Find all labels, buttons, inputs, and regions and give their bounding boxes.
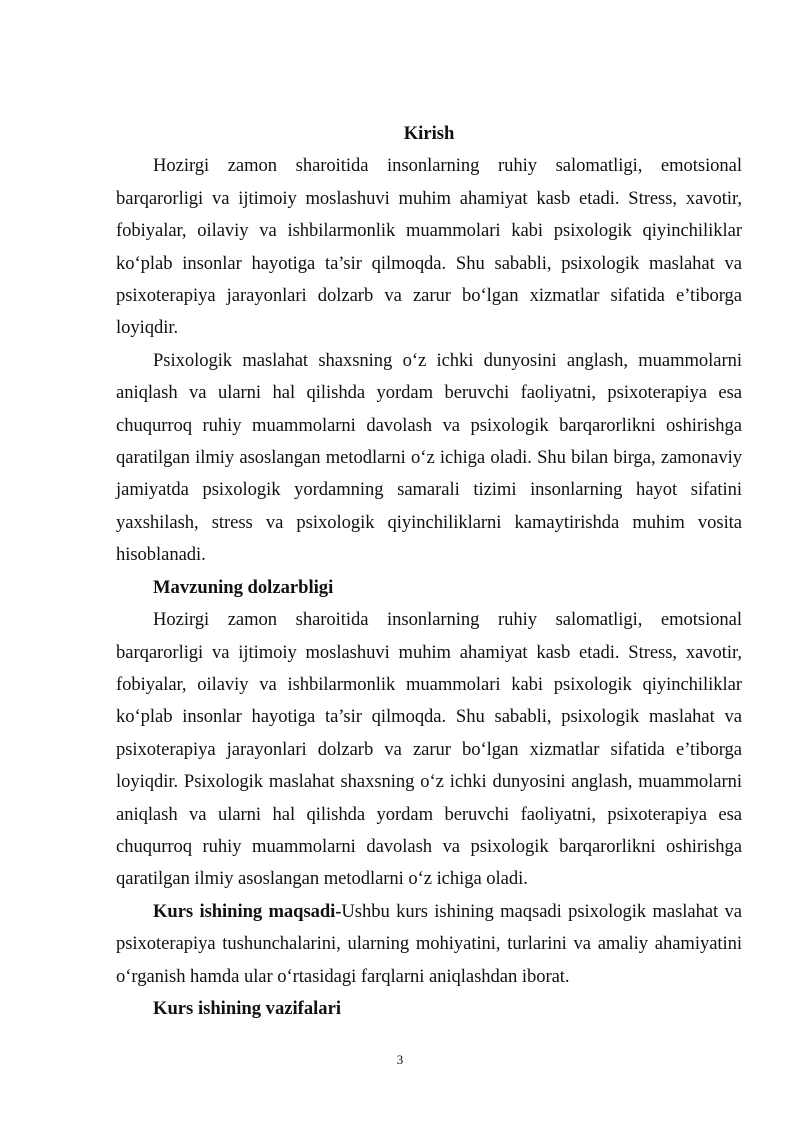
- tasks-heading: Kurs ishining vazifalari: [153, 997, 342, 1019]
- section-title: Kirish: [403, 123, 455, 144]
- goal-paragraph: [116, 896, 742, 993]
- page-number: 3: [396, 1052, 404, 1067]
- relevance-heading: Mavzuning dolzarbligi: [153, 576, 334, 598]
- goal-text: Ushbu kurs ishining maqsadi psixologik maslahat va psixoterapiya tushunchalarini, ularning mohiyatini, turlarini va amaliy ahamiyatini o‘rganish hamda ular o‘rtasidagi farqlarni aniqlashdan iborat.: [116, 900, 742, 987]
- intro-paragraph-1: Hozirgi zamon sharoitida insonlarning ruhiy salomatligi, emotsional barqarorligi va ijtimoiy moslashuvi muhim ahamiyat kasb etadi. Stress, xavotir, fobiyalar, oilaviy va ishbilarmonlik muammolari kabi psixologik qiyinchiliklar ko‘plab insonlar hayotiga ta’sir qilmoqda. Shu sababli, psixologik maslahat va psixoterapiya jarayonlari dolzarb va zarur bo‘lgan xizmatlar sifatida e’tiborga loyiqdir.: [116, 155, 742, 339]
- intro-paragraph-2: Psixologik maslahat shaxsning o‘z ichki dunyosini anglash, muammolarni aniqlash va ularni hal qilishda yordam beruvchi faoliyatni, psixoterapiya esa chuqurroq ruhiy muammolarni davolash va psixologik barqarorlikni oshirishga qaratilgan ilmiy asoslangan metodlarni o‘z ichiga oladi. Shu bilan birga, zamonaviy jamiyatda psixologik yordamning samarali tizimi insonlarning hayot sifatini yaxshilash, stress va psixologik qiyinchiliklarni kamaytirishda muhim vosita hisoblanadi.: [116, 349, 742, 566]
- goal-label: Kurs ishining maqsadi-: [153, 900, 342, 922]
- relevance-paragraph: Hozirgi zamon sharoitida insonlarning ruhiy salomatligi, emotsional barqarorligi va ijtimoiy moslashuvi muhim ahamiyat kasb etadi. Stress, xavotir, fobiyalar, oilaviy va ishbilarmonlik muammolari kabi psixologik qiyinchiliklar ko‘plab insonlar hayotiga ta’sir qilmoqda. Shu sababli, psixologik maslahat va psixoterapiya jarayonlari dolzarb va zarur bo‘lgan xizmatlar sifatida e’tiborga loyiqdir. Psixologik maslahat shaxsning o‘z ichki dunyosini anglash, muammolarni aniqlash va ularni hal qilishda yordam beruvchi faoliyatni, psixoterapiya esa chuqurroq ruhiy muammolarni davolash va psixologik barqarorlikni oshirishga qaratilgan ilmiy asoslangan metodlarni o‘z ichiga oladi.: [116, 609, 742, 890]
- document-page: [116, 118, 742, 1025]
